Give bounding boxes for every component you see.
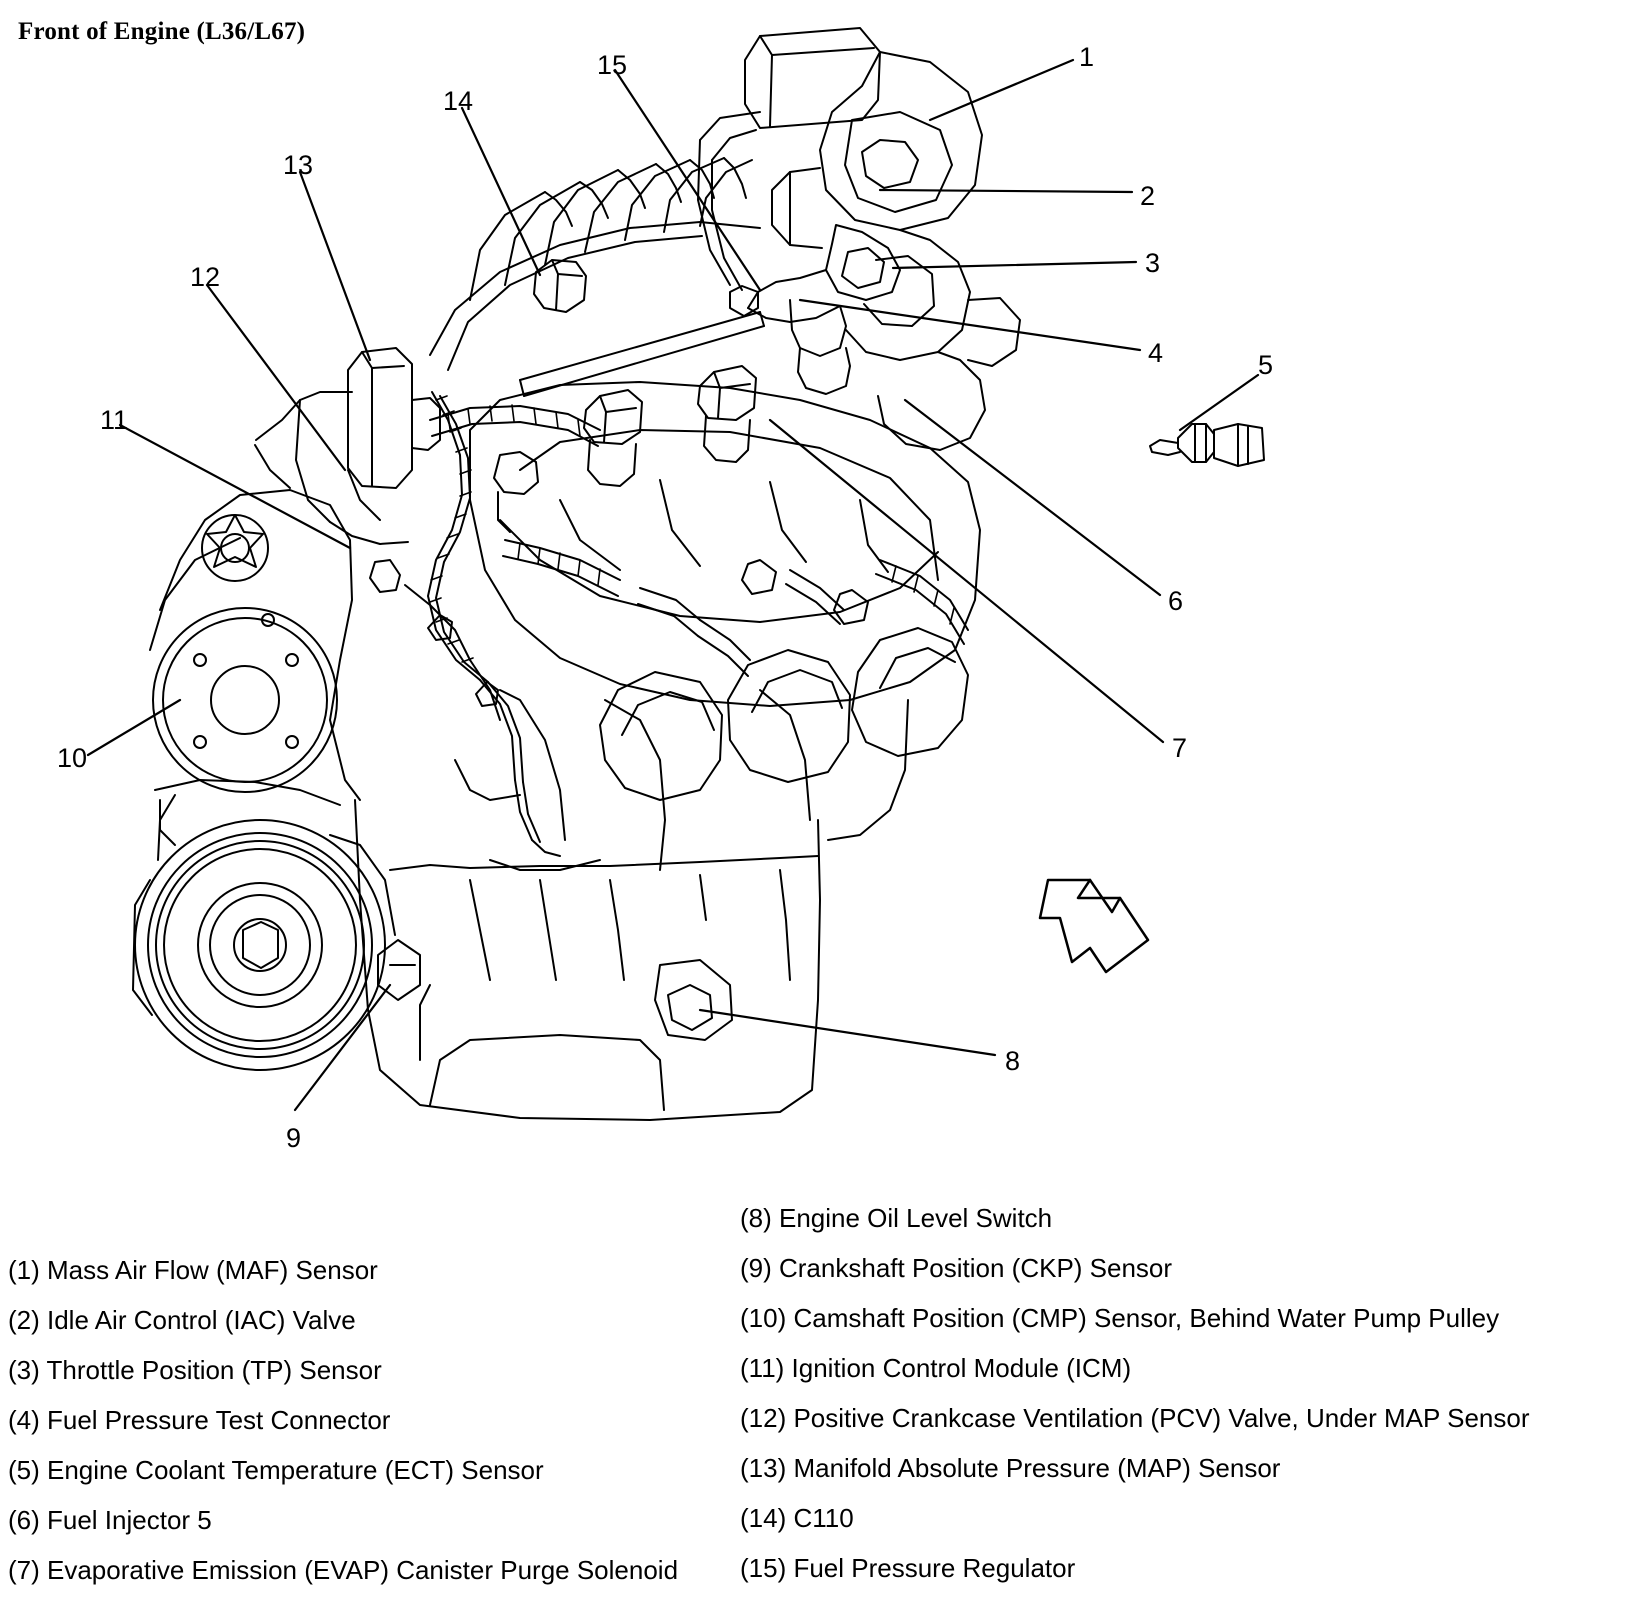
- wiring-harness-group: [428, 392, 968, 856]
- ect-sensor-part: [1150, 424, 1264, 466]
- legend-item: (11) Ignition Control Module (ICM): [740, 1353, 1132, 1383]
- legend-item: (14) C110: [740, 1503, 854, 1533]
- legend-item: (6) Fuel Injector 5: [8, 1505, 212, 1535]
- ignition-control-module-group: [255, 348, 500, 720]
- fuel-rail-injectors-group: [494, 312, 764, 532]
- callout-11: 11: [100, 405, 129, 435]
- callout-4: 4: [1148, 338, 1164, 368]
- callout-15: 15: [597, 50, 628, 80]
- legend-item: (7) Evaporative Emission (EVAP) Canister Purge Solenoid: [8, 1555, 679, 1585]
- legend-column-left: [8, 1205, 728, 1607]
- engine-block-group: [355, 690, 908, 1120]
- legend: [0, 1205, 1632, 1595]
- legend-item: (2) Idle Air Control (IAC) Valve: [8, 1305, 356, 1335]
- legend-item: (13) Manifold Absolute Pressure (MAP) Sensor: [740, 1453, 1281, 1483]
- legend-item: (9) Crankshaft Position (CKP) Sensor: [740, 1253, 1173, 1283]
- callout-5: 5: [1258, 350, 1274, 380]
- legend-item: (12) Positive Crankcase Ventilation (PCV) Valve, Under MAP Sensor: [740, 1403, 1530, 1433]
- callout-2: 2: [1140, 181, 1156, 211]
- callout-12: 12: [190, 262, 221, 292]
- callout-3: 3: [1145, 248, 1161, 278]
- front-direction-arrow: [1040, 880, 1148, 972]
- callout-10: 10: [57, 743, 88, 773]
- throttle-body-maf-group: [698, 28, 1020, 450]
- legend-item: (3) Throttle Position (TP) Sensor: [8, 1355, 382, 1385]
- exhaust-manifold-group: [600, 628, 968, 800]
- legend-item: (8) Engine Oil Level Switch: [740, 1203, 1053, 1233]
- callout-14: 14: [443, 86, 474, 116]
- legend-item: (10) Camshaft Position (CMP) Sensor, Behind Water Pump Pulley: [740, 1303, 1500, 1333]
- page-title: Front of Engine (L36/L67): [18, 18, 306, 45]
- legend-item: (15) Fuel Pressure Regulator: [740, 1553, 1076, 1583]
- callout-8: 8: [1005, 1046, 1021, 1076]
- callout-9: 9: [286, 1123, 302, 1153]
- legend-item: (1) Mass Air Flow (MAF) Sensor: [8, 1255, 378, 1285]
- legend-item: (5) Engine Coolant Temperature (ECT) Sensor: [8, 1455, 544, 1485]
- c110-connector-part: [534, 260, 586, 312]
- callout-13: 13: [283, 150, 314, 180]
- callout-6: 6: [1168, 586, 1184, 616]
- legend-item: (4) Fuel Pressure Test Connector: [8, 1405, 391, 1435]
- accessory-drive-group: [133, 490, 420, 1070]
- callout-1: 1: [1079, 42, 1095, 72]
- legend-column-right: [740, 1205, 1620, 1605]
- callout-7: 7: [1172, 733, 1188, 763]
